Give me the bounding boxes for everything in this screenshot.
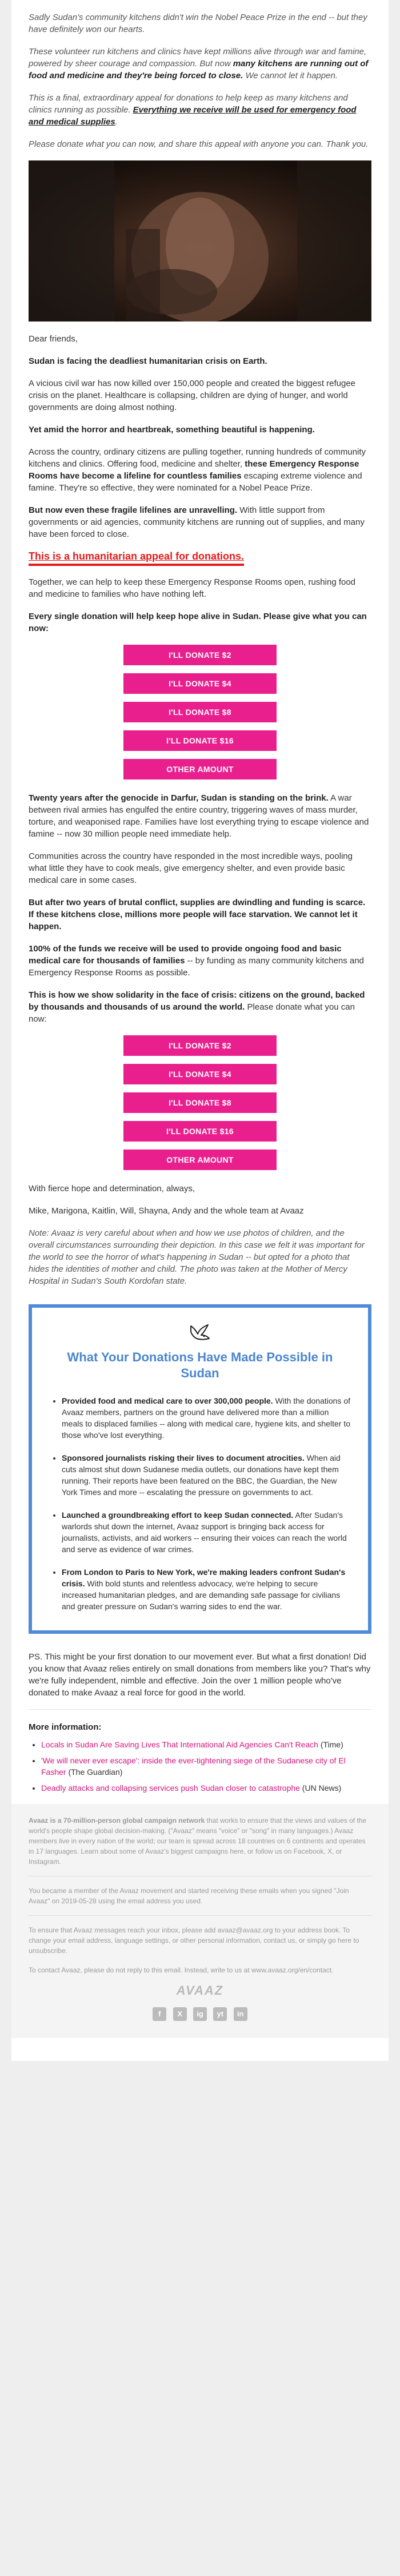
instagram-icon[interactable]: ig: [193, 2007, 207, 2021]
body-paragraph-1: A vicious civil war has now killed over 150,000 people and created the biggest refugee crisis on the planet. Healthcare is collapsing, children are dying of hunger, and world governments are doing almost nothing.: [29, 379, 356, 412]
body-text-10b: -- by funding as many community kitchens and Emergency Response Rooms as possible.: [29, 956, 364, 978]
impact-item-bold: Provided food and medical care to over 300,000 people.: [62, 1396, 273, 1405]
intro-text-3c: .: [115, 117, 118, 127]
body-paragraph-5: Together, we can help to keep these Emergency Response Rooms open, rushing food and medicine to families who have nothing left.: [29, 577, 356, 599]
intro-text-2a: These volunteer run kitchens and clinics have kept millions alive through war and famine, powered by sheer courage and compassion. But now: [29, 47, 367, 69]
impact-item-bold: Sponsored journalists risking their lives to document atrocities.: [62, 1453, 305, 1462]
signers: Mike, Marigona, Kaitlin, Will, Shayna, Andy and the whole team at Avaaz: [29, 1206, 304, 1216]
more-info-item: [41, 1755, 371, 1778]
body-text-11a: This is how we show solidarity in the face of crisis: citizens on the ground, backed by thousands and thousands of us around the world.: [29, 990, 365, 1012]
contact-us-link[interactable]: contact us: [263, 1936, 295, 1944]
more-info-source: (UN News): [299, 1783, 342, 1793]
footer-about-text: that works to ensure that the views and values of the world's people shape global decision-making. ("Avaaz" means "voice" or "song" in many languages.) Avaaz members live in every nation of the world; our team is spread across 18 countries on 6 continents and operates in 17 languages. Learn about some of Avaaz's biggest campaigns: [29, 1817, 367, 1855]
x-icon[interactable]: X: [173, 2007, 187, 2021]
intro-paragraph-3: [29, 92, 371, 128]
footer-comma: ,: [323, 1847, 328, 1855]
social-icons: [29, 2007, 371, 2021]
intro-text-1: Sadly Sudan's community kitchens didn't win the Nobel Peace Prize in the end -- but they have definitely won our hearts.: [29, 13, 367, 34]
linkedin-icon[interactable]: in: [234, 2007, 247, 2021]
letter-body: [11, 333, 389, 1794]
footer-about-lead: Avaaz is a 70-million-person global campaign network: [29, 1817, 205, 1825]
intro-text-4: Please donate what you can now, and share this appeal with anyone you can. Thank you.: [29, 139, 369, 149]
body-paragraph-7: [29, 792, 371, 840]
body-text-10a: 100% of the funds we receive will be used to provide ongoing food and basic medical care for thousands of families: [29, 944, 342, 966]
intro-paragraph-4: [29, 138, 371, 150]
body-paragraph-4: [29, 504, 371, 540]
body-text-3c: escaping extreme violence and famine. They're so effective, they were nominated for a Nobel Peace Prize.: [29, 471, 362, 493]
donate-16-button[interactable]: I'LL DONATE $16: [123, 730, 277, 751]
more-info-heading: More information:: [29, 1722, 102, 1732]
facebook-link[interactable]: Facebook: [293, 1847, 324, 1855]
body-paragraph-2: [29, 424, 371, 436]
footer-divider: [29, 1915, 371, 1916]
youtube-icon[interactable]: yt: [213, 2007, 227, 2021]
intro-paragraph-2: [29, 46, 371, 82]
photo-note: Note: Avaaz is very careful about when and how we use photos of children, and the overall circumstances surrounding their depiction. In this case we felt it was important for the world to see the horror of what's happening in Sudan -- but opted for a photo that hides the identities of mother and child. The photo was taken at the Mother of Mercy Hospital in Sudan's South Kordofan state.: [29, 1228, 365, 1286]
more-info-source: (The Guardian): [66, 1767, 123, 1777]
intro-text-3b: Everything we receive will be used for emergency food and medical supplies: [29, 105, 357, 127]
footer-contact-text: To contact Avaaz, please do not reply to this email. Instead, write to us at: [29, 1966, 251, 1974]
body-paragraph-6: [29, 610, 371, 634]
hero-photo[interactable]: [29, 160, 371, 322]
impact-item: [62, 1566, 351, 1612]
impact-item-text: After Sudan's warlords shut down the internet, Avaaz support is bringing back access for journalists, activists, and aid workers -- ensuring their voices can reach the world and serve as evidence of war crimes.: [62, 1510, 347, 1554]
footer-contact-period: .: [331, 1966, 334, 1974]
campaigns-link[interactable]: here: [230, 1847, 244, 1855]
signoff: With fierce hope and determination, always,: [29, 1184, 195, 1193]
greeting: Dear friends,: [29, 334, 78, 344]
x-link[interactable]: X: [327, 1847, 333, 1855]
intro-paragraph-1: [29, 11, 371, 35]
donate-4-button[interactable]: I'LL DONATE $4: [123, 673, 277, 694]
body-paragraph-3: [29, 446, 371, 494]
more-info-section: [29, 1709, 371, 1794]
footer-period: .: [59, 1858, 61, 1866]
impact-item-text: With bold stunts and relentless advocacy, we're helping to secure increased humanitarian pledges, and are demanding safe passage for civilians and greater pressure on Sudan's warring sides to end the war.: [62, 1579, 341, 1611]
impact-item-bold: Launched a groundbreaking effort to keep Sudan connected.: [62, 1510, 294, 1520]
postscript: PS. This might be your first donation to our movement ever. But what a first donation! Did you know that Avaaz relies entirely on small donations from members like you? That's why we're fully independent, nimble and effective. Join the over 1 million people who've donated to make Avaaz a real force for good in the world.: [29, 1652, 371, 1698]
footer-ensure-text: To ensure that Avaaz messages reach your inbox, please add avaaz@avaaz.org to your address book. To change your email address, language settings, or other personal information,: [29, 1926, 350, 1944]
lead-paragraph: [29, 355, 371, 367]
intro-text-2b: many kitchens are running out of food and medicine and they're being forced to close.: [29, 59, 369, 81]
footer-ensure: [29, 1925, 371, 1956]
donate-8-button[interactable]: I'LL DONATE $8: [123, 702, 277, 722]
impact-item-text: When aid cuts almost shut down Sudanese media outlets, our donations have kept them running. Their reports have been featured on the BBC, the Guardian, the New York Times and more -- escalating the pressure on governments to act.: [62, 1453, 341, 1497]
donate-other-amount-button[interactable]: OTHER AMOUNT: [123, 1150, 277, 1170]
instagram-link[interactable]: Instagram: [29, 1858, 59, 1866]
body-text-7a: Twenty years after the genocide in Darfur, Sudan is standing on the brink.: [29, 793, 329, 803]
footer-about-text-c: , or follow us on: [243, 1847, 294, 1855]
impact-list: [49, 1395, 351, 1612]
more-info-link[interactable]: Locals in Sudan Are Saving Lives That International Aid Agencies Can't Reach: [41, 1740, 318, 1749]
footer-member-note: You became a member of the Avaaz movement and started receiving these emails when you signed "Join Avaaz" on 2019-05-28 using the email address you used.: [29, 1887, 349, 1905]
facebook-icon[interactable]: f: [153, 2007, 166, 2021]
donate-8-button[interactable]: I'LL DONATE $8: [123, 1092, 277, 1113]
body-text-9: But after two years of brutal conflict, supplies are dwindling and funding is scarce. If these kitchens close, millions more people will face starvation. We cannot let it happen.: [29, 898, 366, 931]
body-paragraph-11: [29, 989, 371, 1025]
body-paragraph-8: Communities across the country have responded in the most incredible ways, pooling what little they have to cook meals, give emergency shelter, and even provide basic medical care in some cases.: [29, 851, 353, 885]
intro-text-3a: This is a final, extraordinary appeal for donations to help keep as many kitchens and clinics running as possible.: [29, 93, 348, 115]
donate-buttons-group-2: [29, 1035, 371, 1170]
intro-section: [11, 0, 389, 150]
body-paragraph-9: [29, 897, 371, 933]
impact-item: [62, 1395, 351, 1441]
body-text-4a: But now even these fragile lifelines are unravelling.: [29, 505, 238, 515]
donate-2-button[interactable]: I'LL DONATE $2: [123, 1035, 277, 1056]
impact-item: [62, 1509, 351, 1555]
footer: [11, 1804, 389, 2038]
body-text-4b: With little support from governments or aid agencies, community kitchens are running out of supplies, and many have been forced to close.: [29, 505, 365, 539]
body-text-3a: Across the country, ordinary citizens are pulling together, running hundreds of community kitchens and clinics. Offering food, medicine and shelter,: [29, 447, 366, 469]
avaaz-logo: AVAAZ: [176, 1983, 224, 1998]
impact-box: [29, 1304, 371, 1634]
email-container: [11, 0, 389, 2061]
contact-link[interactable]: www.avaaz.org/en/contact: [251, 1966, 332, 1974]
more-info-link[interactable]: Deadly attacks and collapsing services push Sudan closer to catastrophe: [41, 1783, 300, 1793]
dove-icon-wrap: [49, 1323, 351, 1345]
impact-item: [62, 1452, 351, 1498]
footer-or: , or: [332, 1847, 342, 1855]
impact-title: What Your Donations Have Made Possible in Sudan: [67, 1350, 333, 1380]
footer-about: [29, 1815, 371, 1867]
body-paragraph-10: [29, 943, 371, 979]
appeal-heading: This is a humanitarian appeal for donations.: [29, 550, 244, 566]
donate-other-amount-button[interactable]: OTHER AMOUNT: [123, 759, 277, 779]
donate-4-button[interactable]: I'LL DONATE $4: [123, 1064, 277, 1084]
body-text-3b: these Emergency Response Rooms have become a lifeline for countless families: [29, 459, 359, 481]
more-info-link[interactable]: 'We will never ever escape': inside the ever-tightening siege of the Sudanese city of El Fasher: [41, 1756, 346, 1777]
impact-item-text: With the donations of Avaaz members, partners on the ground have delivered more than a million meals to displaced families -- along with medical care, hygiene kits, and shelter to those who've lost everything.: [62, 1396, 351, 1440]
lead-text: Sudan is facing the deadliest humanitarian crisis on Earth.: [29, 356, 267, 366]
impact-item-bold: From London to Paris to New York, we're making leaders confront Sudan's crisis.: [62, 1568, 346, 1588]
body-text-7b: A war between rival armies has engulfed the entire country, triggering waves of mass murder, torture, and weaponised rape. Families have lost everything trying to escape violence and famine -- now 30 million people need immediate help.: [29, 793, 369, 839]
donate-2-button[interactable]: I'LL DONATE $2: [123, 645, 277, 665]
body-text-11b: Please donate what you can now:: [29, 1002, 355, 1024]
footer-ensure-text-b: , or simply go here to unsubscribe.: [29, 1936, 359, 1955]
more-info-source: (Time): [318, 1740, 343, 1749]
intro-text-2c: We cannot let it happen.: [243, 71, 338, 81]
dove-icon: [189, 1323, 211, 1342]
donate-buttons-group-1: [29, 645, 371, 779]
body-text-6: Every single donation will help keep hope alive in Sudan. Please give what you can now:: [29, 612, 367, 633]
more-info-list: [29, 1739, 371, 1794]
more-info-item: [41, 1782, 371, 1794]
donate-16-button[interactable]: I'LL DONATE $16: [123, 1121, 277, 1142]
footer-contact: [29, 1965, 371, 1975]
body-text-2: Yet amid the horror and heartbreak, something beautiful is happening.: [29, 425, 315, 435]
more-info-item: [41, 1739, 371, 1750]
